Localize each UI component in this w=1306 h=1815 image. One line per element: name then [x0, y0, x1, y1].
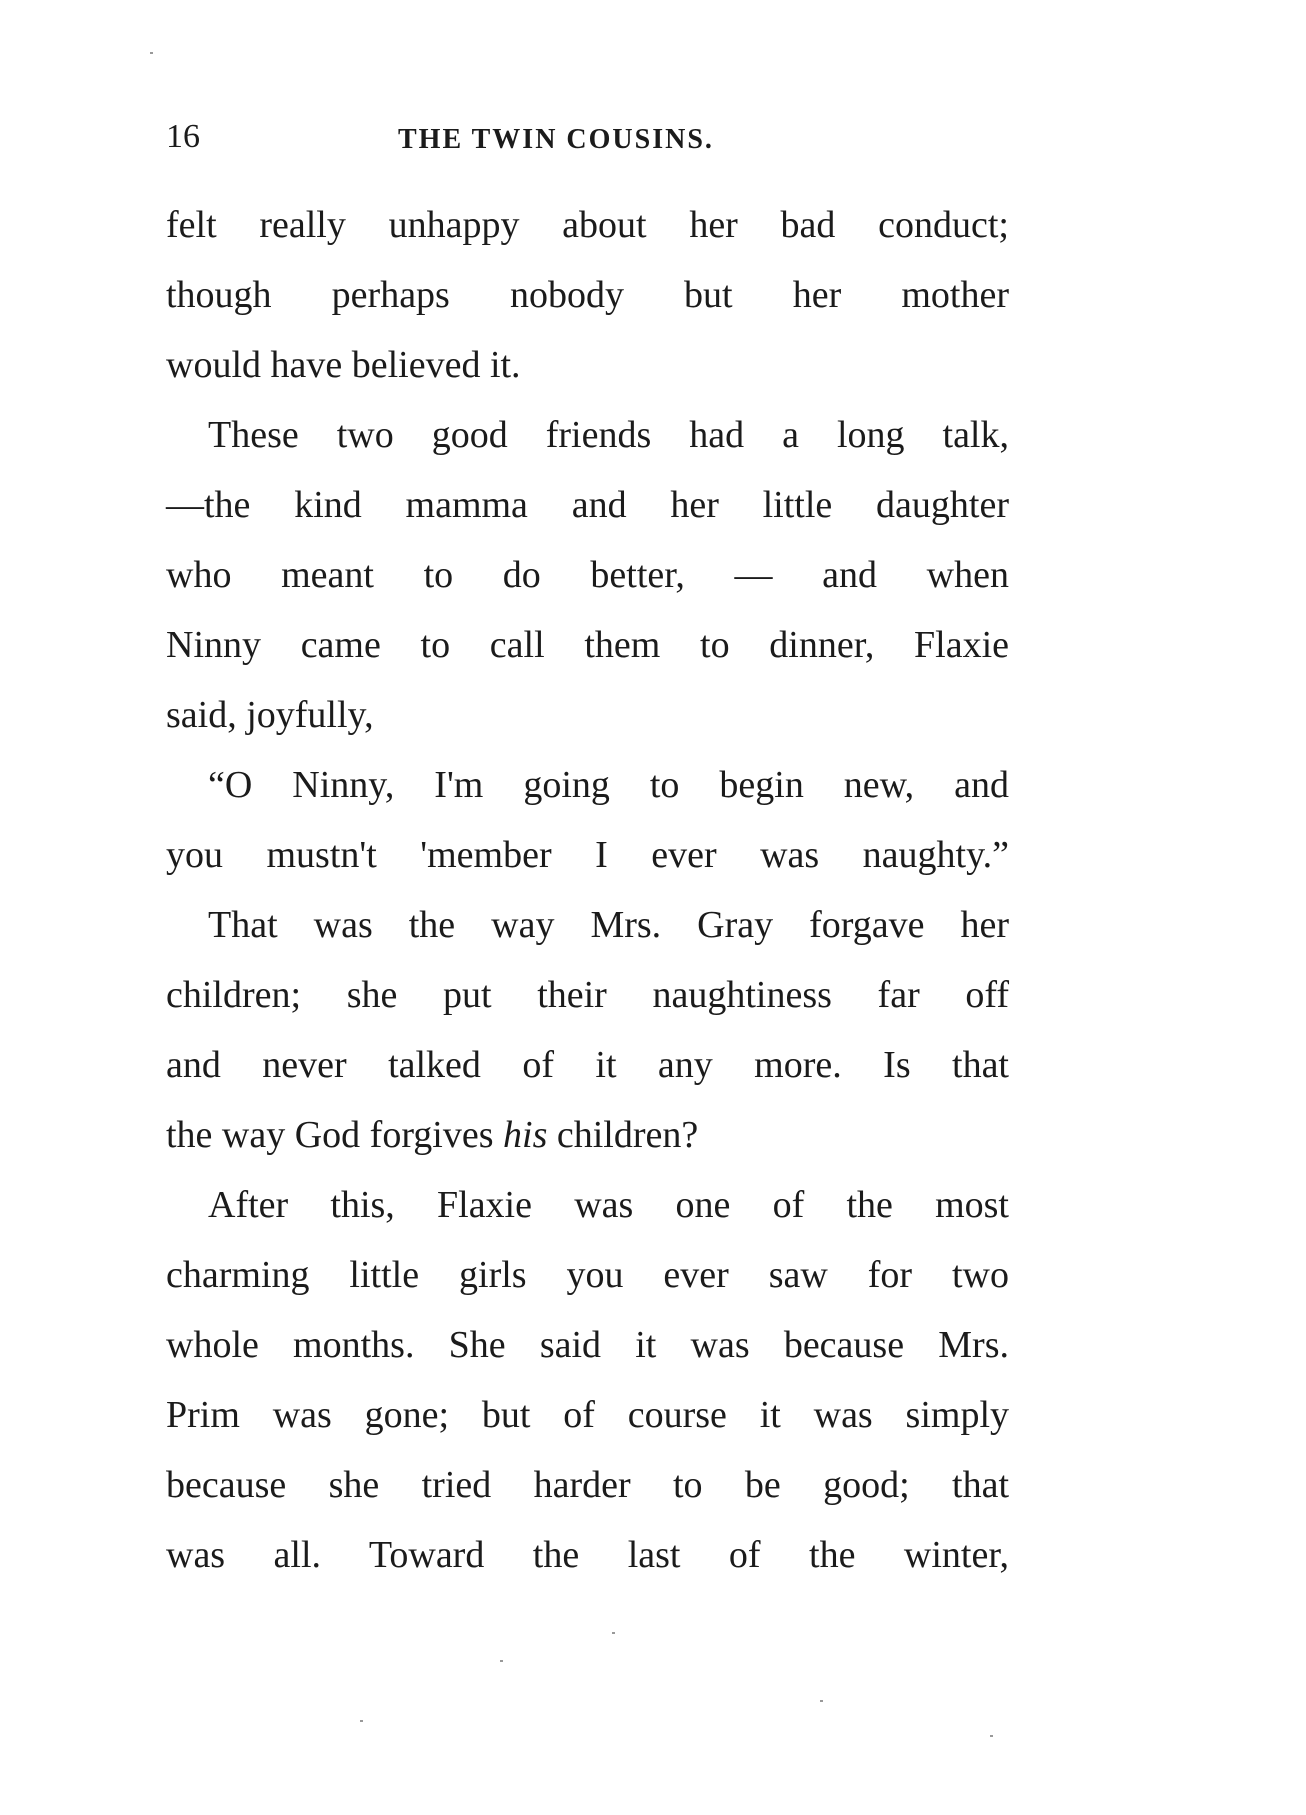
text-line-with-emphasis	[166, 1100, 1009, 1170]
paragraph-first-line: After this, Flaxie was one of the most	[208, 1184, 1009, 1226]
speck	[612, 1632, 615, 1634]
text-line: —the kind mamma and her little daughter	[166, 484, 1009, 526]
speck	[360, 1720, 363, 1722]
emphasized-word: his	[503, 1114, 548, 1156]
text-segment: children?	[556, 1114, 699, 1156]
text-line: charming little girls you ever saw for two	[166, 1254, 1009, 1296]
speck	[150, 52, 153, 54]
text-segment: the way God forgives	[166, 1114, 494, 1156]
text-line: and never talked of it any more. Is that	[166, 1044, 1009, 1086]
text-line: Ninny came to call them to dinner, Flaxie	[166, 624, 1009, 666]
text-line: would have believed it.	[166, 344, 521, 386]
speck	[990, 1735, 993, 1737]
text-line: because she tried harder to be good; that	[166, 1464, 1009, 1506]
text-line: you mustn't 'member I ever was naughty.”	[166, 834, 1009, 876]
text-line: whole months. She said it was because Mrs.	[166, 1324, 1009, 1366]
paragraph-first-line: “O Ninny, I'm going to begin new, and	[208, 764, 1009, 806]
speck	[500, 1660, 503, 1662]
paragraph-first-line: That was the way Mrs. Gray forgave her	[208, 904, 1009, 946]
running-head	[166, 118, 1009, 166]
text-line: said, joyfully,	[166, 694, 374, 736]
text-line: was all. Toward the last of the winter,	[166, 1534, 1009, 1576]
text-line: who meant to do better, — and when	[166, 554, 1009, 596]
text-line: Prim was gone; but of course it was simply	[166, 1394, 1009, 1436]
text-line: felt really unhappy about her bad conduct;	[166, 204, 1009, 246]
page-number: 16	[166, 118, 200, 155]
body-text	[166, 190, 1009, 1590]
text-line: though perhaps nobody but her mother	[166, 274, 1009, 316]
speck	[820, 1700, 823, 1702]
paragraph-first-line: These two good friends had a long talk,	[208, 414, 1009, 456]
running-title: THE TWIN COUSINS.	[398, 124, 714, 155]
text-line: children; she put their naughtiness far off	[166, 974, 1009, 1016]
